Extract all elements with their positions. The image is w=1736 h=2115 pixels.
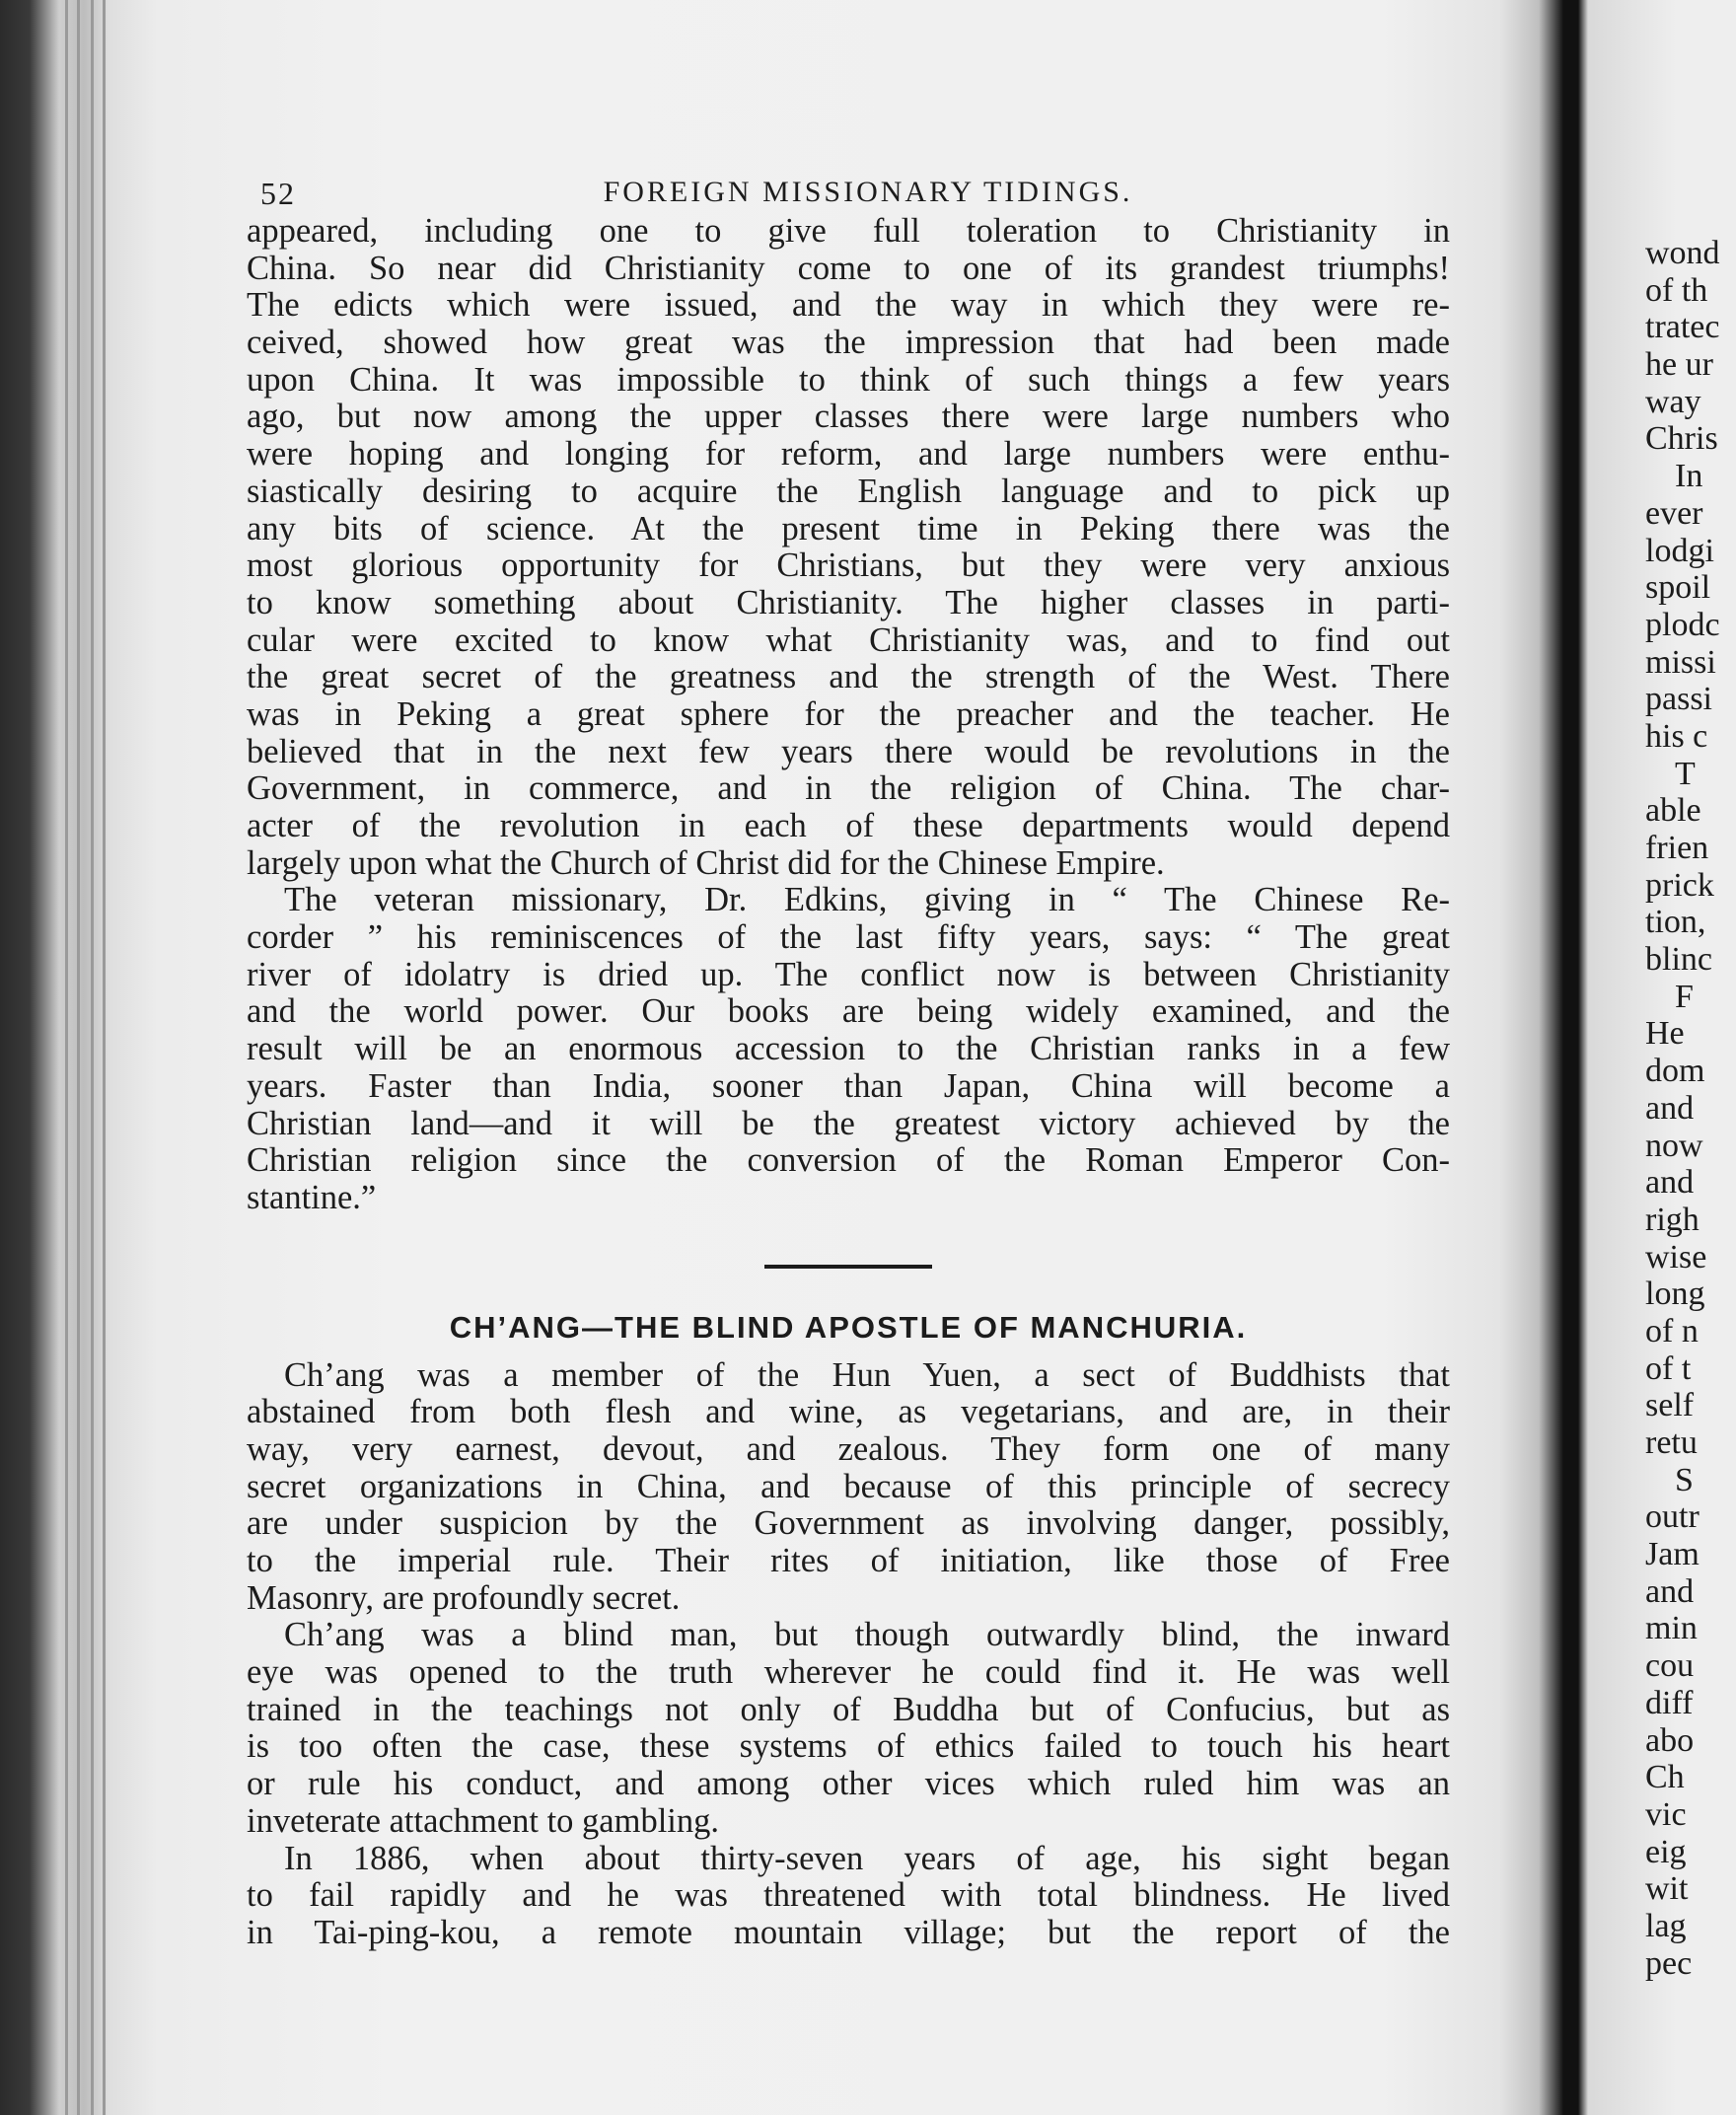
text-line: ceived, showed how great was the impression that had been made <box>247 324 1450 362</box>
page-edge <box>103 0 106 2115</box>
fragment-line: tratec <box>1645 309 1720 346</box>
fragment-line: and <box>1645 1164 1695 1202</box>
text-line: way, very earnest, devout, and zealous. They form one of many <box>247 1429 1450 1468</box>
fragment-line: wit <box>1645 1870 1689 1908</box>
fragment-line: min <box>1645 1610 1698 1647</box>
text-line: river of idolatry is dried up. The conflict now is between Christianity <box>247 955 1450 993</box>
fragment-line: and <box>1645 1089 1695 1127</box>
page-edge <box>65 0 68 2115</box>
text-line: ago, but now among the upper classes there were large numbers who <box>247 398 1450 436</box>
fragment-line: way <box>1645 383 1701 420</box>
text-line: in Tai-ping-kou, a remote mountain village; but the report of the <box>247 1913 1450 1951</box>
fragment-line: self <box>1645 1387 1695 1424</box>
text-line: eye was opened to the truth wherever he could find it. He was well <box>247 1653 1450 1692</box>
text-line: China. So near did Christianity come to one of its grandest triumphs! <box>247 249 1450 287</box>
text-line: inveterate attachment to gambling. <box>247 1801 719 1840</box>
fragment-line: pec <box>1645 1944 1693 1982</box>
fragment-line: In <box>1675 458 1703 495</box>
fragment-line: of t <box>1645 1349 1692 1387</box>
article-body <box>247 1357 1450 1952</box>
text-line: the great secret of the greatness and the strength of the West. There <box>247 658 1450 696</box>
fragment-line: F <box>1675 978 1694 1015</box>
text-line: secret organizations in China, and because of this principle of secrecy <box>247 1467 1450 1505</box>
fragment-line: dom <box>1645 1053 1705 1090</box>
text-line: to fail rapidly and he was threatened with total blindness. He lived <box>247 1876 1450 1915</box>
text-line: trained in the teachings not only of Buddha but of Confucius, but as <box>247 1690 1450 1728</box>
page-edge <box>91 0 94 2115</box>
fragment-line: outr <box>1645 1498 1700 1536</box>
fragment-line: and <box>1645 1572 1695 1610</box>
text-line: to the imperial rule. Their rites of initiation, like those of Free <box>247 1542 1450 1579</box>
fragment-line: wise <box>1645 1238 1707 1276</box>
fragment-line: Ch <box>1645 1759 1685 1796</box>
text-line: are under suspicion by the Government as involving danger, possibly, <box>247 1504 1450 1543</box>
text-line: Ch’ang was a blind man, but though outwardly blind, the inward <box>284 1616 1450 1654</box>
text-line: largely upon what the Church of Christ did for the Chinese Empire. <box>247 843 1165 882</box>
fragment-line: able <box>1645 792 1701 830</box>
section-divider <box>764 1265 932 1269</box>
text-line: were hoping and longing for reform, and large numbers were enthu- <box>247 435 1450 474</box>
fragment-line: abo <box>1645 1721 1695 1759</box>
fragment-line: T <box>1675 755 1696 792</box>
fragment-line: ever <box>1645 494 1703 532</box>
fragment-line: his c <box>1645 717 1708 755</box>
text-line: Christian religion since the conversion of the Roman Emperor Con- <box>247 1141 1450 1180</box>
fragment-line: plodc <box>1645 606 1720 643</box>
text-line: and the world power. Our books are being widely examined, and the <box>247 992 1450 1031</box>
fragment-line: tion, <box>1645 904 1706 941</box>
text-line: was in Peking a great sphere for the preacher and the teacher. He <box>247 694 1450 733</box>
text-line: corder ” his reminiscences of the last fifty years, says: “ The great <box>247 918 1450 957</box>
fragment-line: now <box>1645 1127 1703 1164</box>
text-line: Government, in commerce, and in the religion of China. The char- <box>247 769 1450 808</box>
page-header <box>247 158 1450 213</box>
left-page <box>247 158 1450 2091</box>
text-line: most glorious opportunity for Christians, but they were very anxious <box>247 547 1450 585</box>
fragment-line: righ <box>1645 1201 1700 1238</box>
running-title: FOREIGN MISSIONARY TIDINGS. <box>603 176 1133 208</box>
text-line: The veteran missionary, Dr. Edkins, giving in “ The Chinese Re- <box>284 881 1450 919</box>
fragment-line: he ur <box>1645 346 1713 384</box>
text-line: is too often the case, these systems of ethics failed to touch his heart <box>247 1727 1450 1766</box>
text-line: Masonry, are profoundly secret. <box>247 1578 681 1617</box>
text-line: to know something about Christianity. The higher classes in parti- <box>247 583 1450 621</box>
text-line: The edicts which were issued, and the way in which they were re- <box>247 286 1450 325</box>
page-number: 52 <box>260 176 296 211</box>
text-line: abstained from both flesh and wine, as vegetarians, and are, in their <box>247 1393 1450 1431</box>
fragment-line: spoil <box>1645 569 1711 607</box>
fragment-line: prick <box>1645 866 1714 904</box>
fragment-line: missi <box>1645 643 1716 681</box>
text-line: appeared, including one to give full toleration to Christianity in <box>247 212 1450 250</box>
text-line: Christian land—and it will be the greatest victory achieved by the <box>247 1104 1450 1142</box>
fragment-line: frien <box>1645 830 1709 866</box>
fragment-line: of n <box>1645 1312 1699 1349</box>
article-heading: CH’ANG—THE BLIND APOSTLE OF MANCHURIA. <box>449 1309 1248 1345</box>
fragment-line: S <box>1675 1461 1694 1498</box>
text-line: cular were excited to know what Christianity was, and to find out <box>247 620 1450 659</box>
fragment-line: retu <box>1645 1424 1698 1461</box>
body-text-top <box>247 213 1450 1217</box>
fragment-line: He <box>1645 1015 1685 1053</box>
fragment-line: vic <box>1645 1795 1687 1833</box>
fragment-line: long <box>1645 1276 1705 1313</box>
text-line: upon China. It was impossible to think of such things a few years <box>247 360 1450 399</box>
fragment-line: diff <box>1645 1684 1694 1721</box>
text-line: result will be an enormous accession to the Christian ranks in a few <box>247 1030 1450 1068</box>
text-line: any bits of science. At the present time in Peking there was the <box>247 509 1450 547</box>
text-line: believed that in the next few years there would be revolutions in the <box>247 732 1450 770</box>
fragment-line: passi <box>1645 681 1712 718</box>
text-line: acter of the revolution in each of these departments would depend <box>247 807 1450 844</box>
text-line: or rule his conduct, and among other vices which ruled him was an <box>247 1765 1450 1803</box>
right-page-fragment <box>1645 235 1736 1982</box>
fragment-line: of th <box>1645 271 1708 309</box>
fragment-line: lag <box>1645 1907 1687 1944</box>
fragment-line: Chris <box>1645 420 1718 458</box>
fragment-line: eig <box>1645 1833 1687 1870</box>
fragment-line: blinc <box>1645 941 1712 979</box>
text-line: siastically desiring to acquire the English language and to pick up <box>247 472 1450 510</box>
fragment-line: cou <box>1645 1647 1695 1685</box>
text-line: In 1886, when about thirty-seven years of age, his sight began <box>284 1839 1450 1877</box>
fragment-line: wond <box>1645 235 1720 271</box>
text-line: Ch’ang was a member of the Hun Yuen, a sect of Buddhists that <box>284 1355 1450 1394</box>
fragment-line: lodgi <box>1645 532 1714 569</box>
fragment-line: Jam <box>1645 1536 1700 1573</box>
text-line: years. Faster than India, sooner than Japan, China will become a <box>247 1066 1450 1105</box>
page-edge <box>77 0 80 2115</box>
text-line: stantine.” <box>247 1178 377 1216</box>
